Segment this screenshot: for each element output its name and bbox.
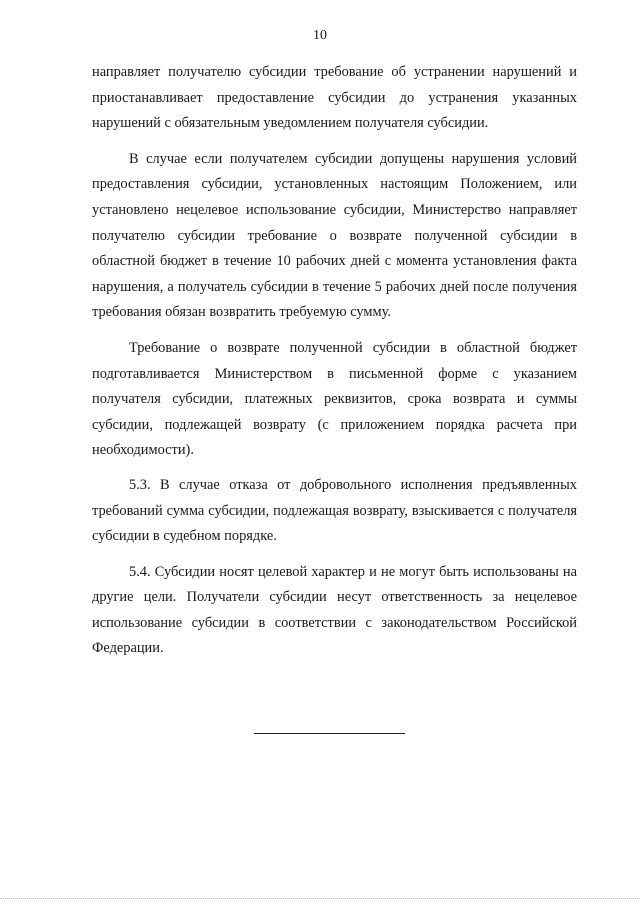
paragraph-return-requirement: Требование о возврате полученной субсидии в областной бюджет подготавливается Министерством в письменной форме с указанием получателя субсидии, платежных реквизитов, срока возврата и суммы субсидии, подлежащей возврату (с приложением порядка расчета при необходимости). [92,339,577,459]
paragraph-violation-return: В случае если получателем субсидии допущены нарушения условий предоставления субсидии, установленных настоящим Положением, или установлено нецелевое использование субсидии, Министерство направляет получателю субсидии требование о возврате полученной субсидии в областной бюджет в течение 10 рабочих дней с момента установления факта нарушения, а получатель субсидии в течение 5 рабочих дней после получения требования обязан возвратить требуемую сумму. [92,150,577,321]
end-of-document-line [254,733,405,734]
document-body [92,60,577,662]
paragraph-continuation: направляет получателю субсидии требование об устранении нарушений и приостанавливает предоставление субсидии до устранения указанных нарушений с обязательным уведомлением получателя субсидии. [92,64,577,132]
paragraph-5-3: 5.3. В случае отказа от добровольного исполнения предъявленных требований сумма субсидии, подлежащая возврату, взыскивается с получателя субсидии в судебном порядке. [92,476,577,545]
scan-border [0,898,640,899]
paragraph-5-4: 5.4. Субсидии носят целевой характер и не могут быть использованы на другие цели. Получатели субсидии несут ответственность за нецелевое использование субсидии в соответствии с законодательством Российской Федерации. [92,563,577,657]
page-number: 10 [313,28,327,43]
